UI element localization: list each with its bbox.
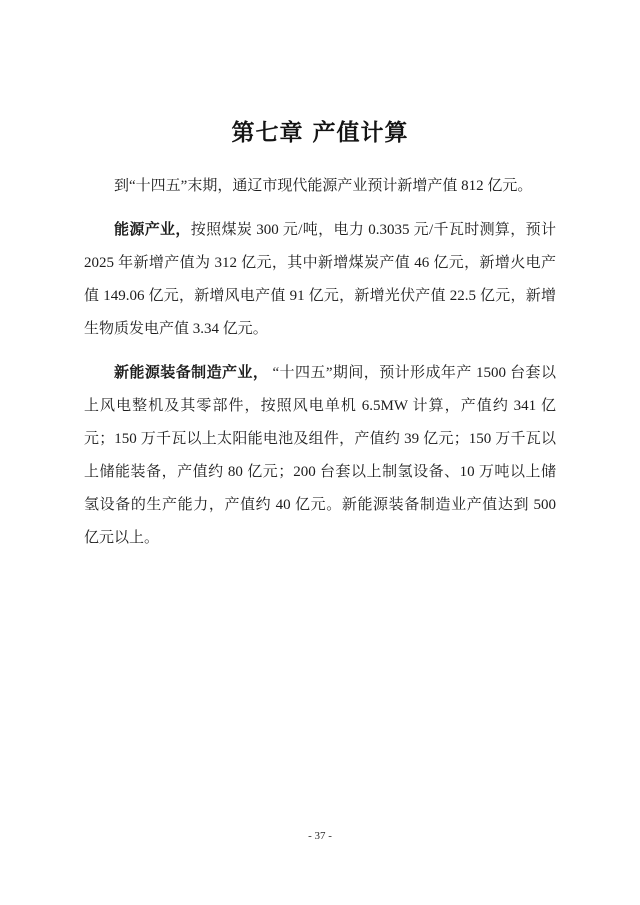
paragraph-equipment-industry-text: “十四五”期间，预计形成年产 1500 台套以上风电整机及其零部件，按照风电单机 6.5MW 计算，产值约 341 亿元；150 万千瓦以上太阳能电池及组件，产值约 39 亿元；150 万千瓦以上储能装备，产值约 80 亿元；200 台套以上制氢设备、10 万吨以上储氢设备的生产能力，产值约 40 亿元。新能源装备制造业产值达到 500 亿元以上。	[84, 365, 556, 546]
paragraph-energy-industry-lead: 能源产业，	[114, 222, 191, 238]
paragraph-energy-industry	[84, 214, 556, 346]
page-number: - 37 -	[308, 830, 332, 842]
paragraph-intro-text: 到“十四五”末期，通辽市现代能源产业预计新增产值 812 亿元。	[114, 178, 533, 194]
paragraph-intro	[84, 170, 556, 203]
paragraph-energy-industry-text: 按照煤炭 300 元/吨，电力 0.3035 元/千瓦时测算，预计 2025 年新增产值为 312 亿元，其中新增煤炭产值 46 亿元，新增火电产值 149.06 亿元，新增风电产值 91 亿元，新增光伏产值 22.5 亿元，新增生物质发电产值 3.34 亿元。	[84, 222, 556, 337]
paragraph-equipment-industry-lead: 新能源装备制造产业，	[114, 365, 269, 381]
chapter-title: 第七章 产值计算	[231, 120, 409, 146]
paragraph-equipment-industry	[84, 357, 556, 555]
